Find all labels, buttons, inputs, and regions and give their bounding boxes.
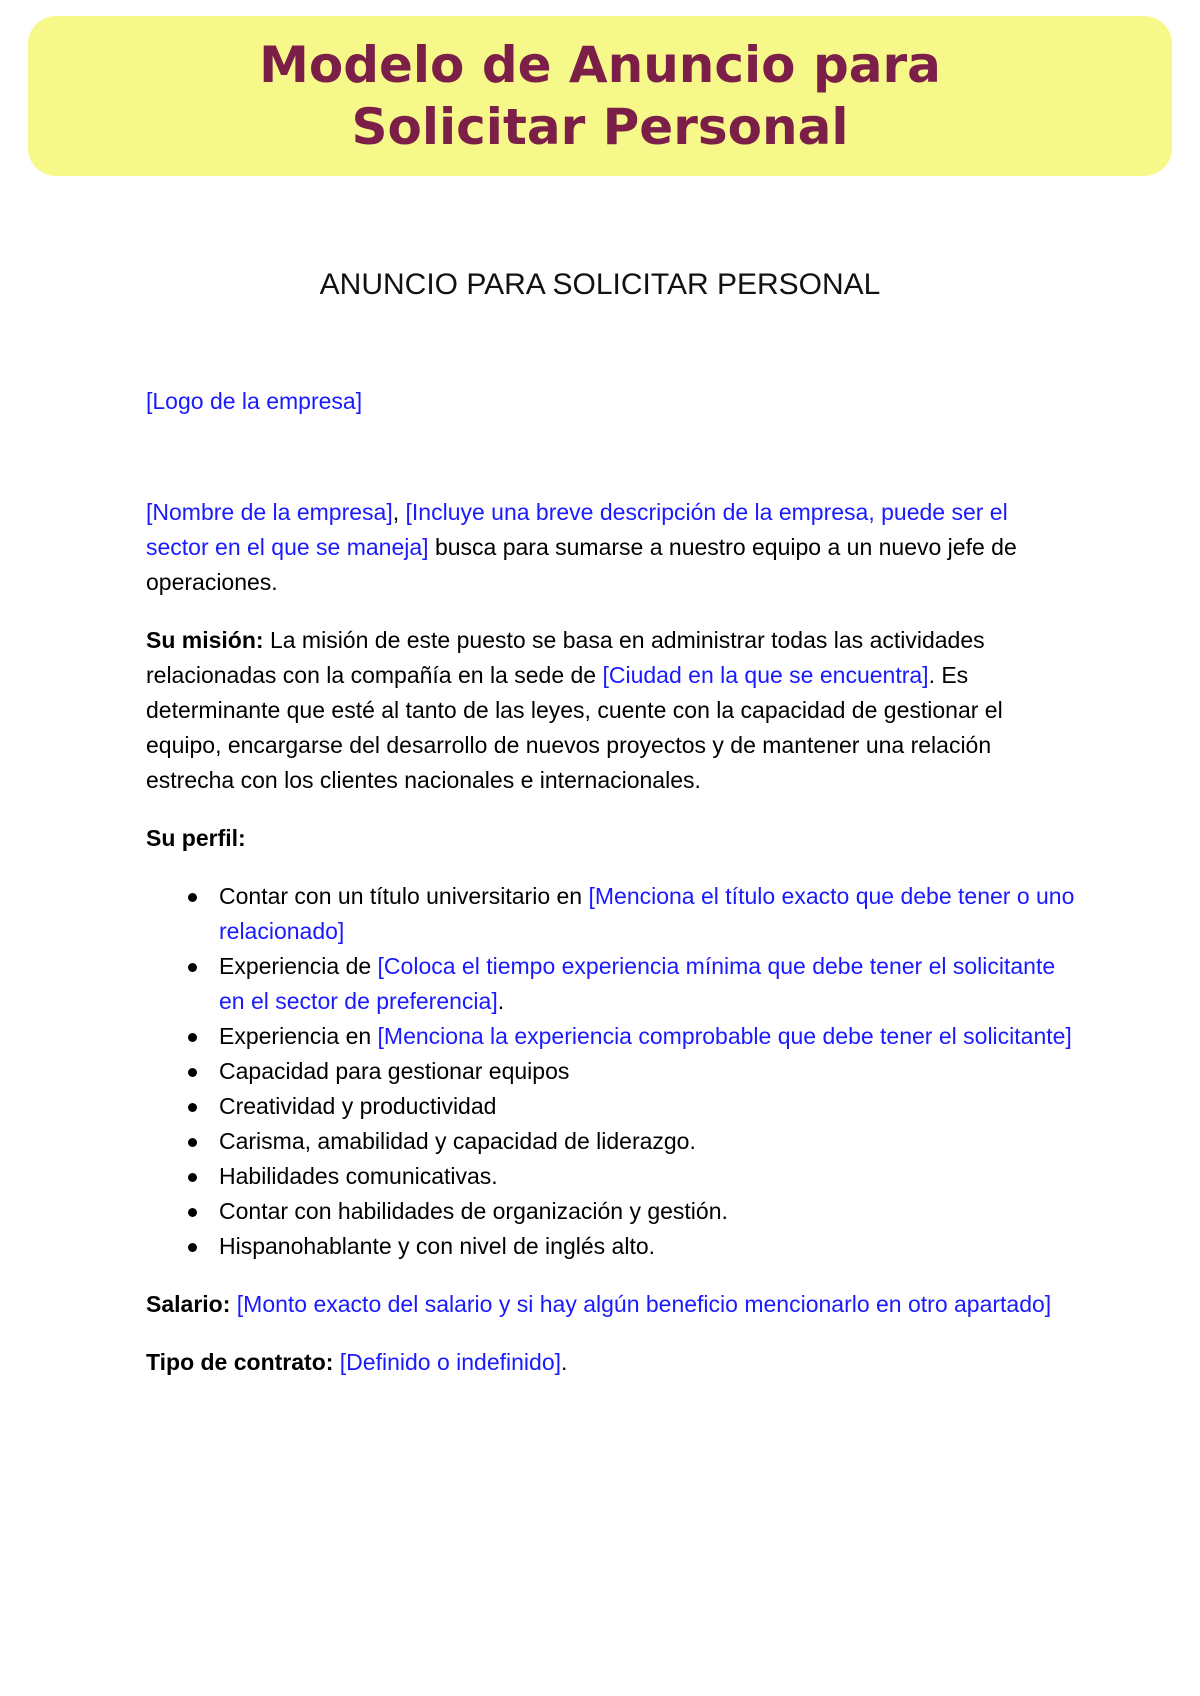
contrato-label: Tipo de contrato: [146, 1349, 334, 1375]
list-item [146, 1089, 1076, 1124]
list-item [146, 1159, 1076, 1194]
mision-label: Su misión: [146, 627, 264, 653]
company-name-placeholder: [Nombre de la empresa] [146, 499, 393, 525]
list-item-text: Habilidades comunicativas. [219, 1163, 498, 1189]
list-item [146, 1229, 1076, 1264]
list-item-placeholder: [Menciona el título exacto que debe tener o uno relacionado] [219, 883, 1075, 944]
list-item-placeholder: [Coloca el tiempo experiencia mínima que debe tener el solicitante en el sector de preferencia] [219, 953, 1056, 1014]
company-description-placeholder: [Incluye una breve descripción de la empresa, puede ser el sector en el que se maneja] [146, 499, 1008, 560]
document-title: ANUNCIO PARA SOLICITAR PERSONAL [319, 268, 881, 301]
list-item-tail: . [497, 988, 505, 1014]
list-item [146, 879, 1076, 949]
contrato-placeholder: [Definido o indefinido] [339, 1349, 562, 1375]
contrato-paragraph [146, 1345, 1076, 1380]
intro-paragraph [146, 495, 1076, 600]
bullet-icon [188, 1033, 197, 1042]
salario-placeholder: [Monto exacto del salario y si hay algún beneficio mencionarlo en otro apartado] [236, 1291, 1052, 1317]
logo-placeholder-text: [Logo de la empresa] [146, 388, 363, 414]
contrato-tail: . [561, 1349, 568, 1375]
list-item-text: Capacidad para gestionar equipos [219, 1058, 570, 1084]
perfil-list [146, 879, 1076, 1264]
intro-separator: , [392, 499, 406, 525]
mision-paragraph [146, 623, 1076, 798]
bullet-icon [188, 1103, 197, 1112]
bullet-icon [188, 1208, 197, 1217]
intro-text: busca para sumarse a nuestro equipo a un nuevo jefe de operaciones. [146, 534, 1017, 595]
salario-label: Salario: [146, 1291, 231, 1317]
mision-text-2: . Es determinante que esté al tanto de las leyes, cuente con la capacidad de gestionar el equipo, encargarse del desarrollo de nuevos proyectos y de mantener una relación estrecha con los clientes nacionales e internacionales. [146, 662, 1003, 793]
bullet-icon [188, 893, 197, 902]
list-item [146, 1194, 1076, 1229]
list-item-placeholder: [Menciona la experiencia comprobable que debe tener el solicitante] [377, 1023, 1072, 1049]
list-item-text: Hispanohablante y con nivel de inglés alto. [219, 1233, 656, 1259]
bullet-icon [188, 1138, 197, 1147]
perfil-heading [146, 821, 1076, 856]
list-item [146, 1054, 1076, 1089]
banner-title-line-1: Modelo de Anuncio para [259, 36, 941, 94]
list-item-text: Experiencia de [219, 953, 378, 979]
list-item [146, 1124, 1076, 1159]
bullet-icon [188, 963, 197, 972]
list-item-text: Contar con un título universitario en [219, 883, 589, 909]
list-item-text: Experiencia en [219, 1023, 378, 1049]
mision-text-1: La misión de este puesto se basa en administrar todas las actividades relacionadas con la compañía en la sede de [146, 627, 985, 688]
bullet-icon [188, 1068, 197, 1077]
list-item [146, 1019, 1076, 1054]
salario-paragraph [146, 1287, 1076, 1322]
list-item-text: Contar con habilidades de organización y gestión. [219, 1198, 728, 1224]
document-body [146, 384, 1076, 1380]
perfil-label: Su perfil: [146, 825, 246, 851]
logo-placeholder [146, 384, 1076, 419]
bullet-icon [188, 1173, 197, 1182]
list-item [146, 949, 1076, 1019]
list-item-text: Carisma, amabilidad y capacidad de liderazgo. [219, 1128, 696, 1154]
banner-title-line-2: Solicitar Personal [351, 98, 849, 156]
bullet-icon [188, 1243, 197, 1252]
city-placeholder: [Ciudad en la que se encuentra] [602, 662, 929, 688]
title-banner [28, 16, 1172, 176]
list-item-text: Creatividad y productividad [219, 1093, 497, 1119]
